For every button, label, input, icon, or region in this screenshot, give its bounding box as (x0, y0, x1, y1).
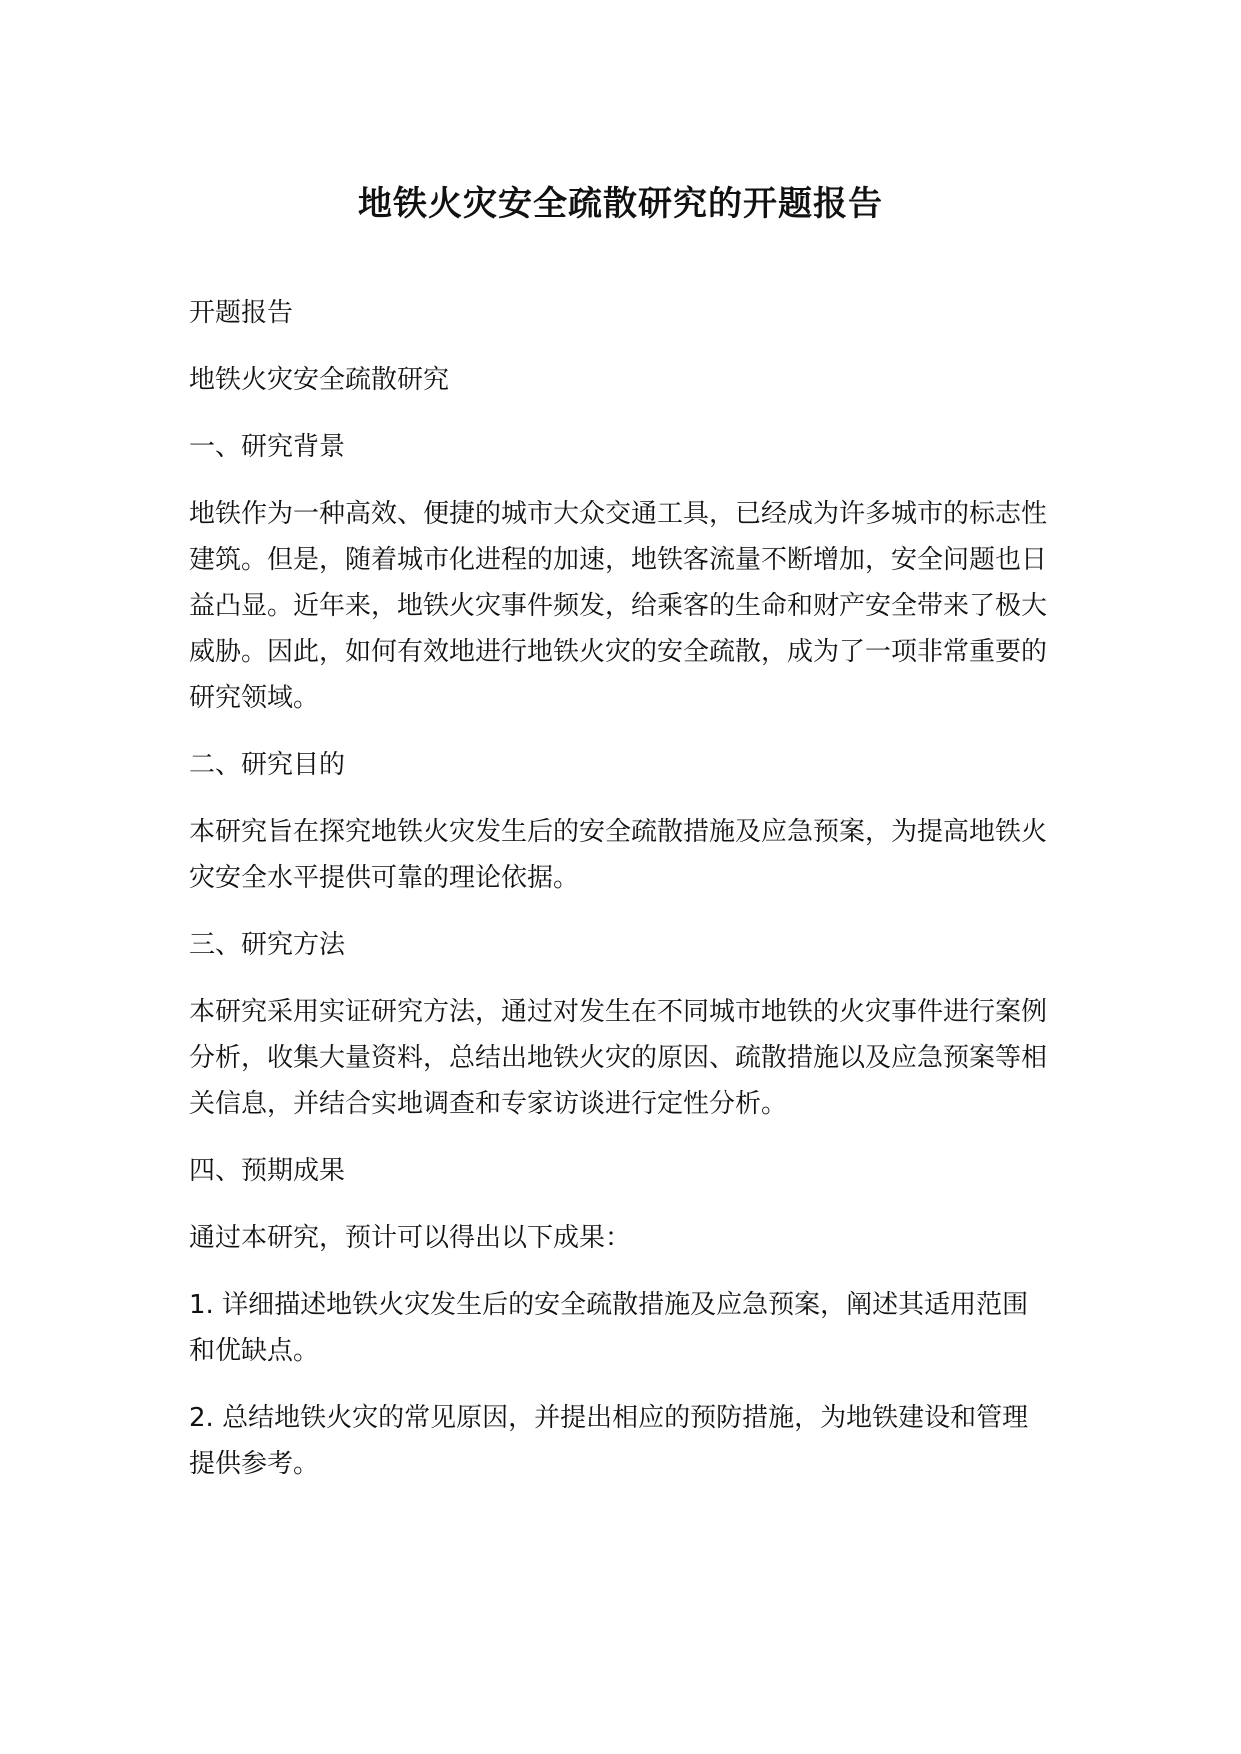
outcomes-intro: 通过本研究，预计可以得出以下成果： (189, 1223, 632, 1253)
document-title: 地铁火灾安全疏散研究的开题报告 (358, 184, 883, 224)
research-topic: 地铁火灾安全疏散研究 (189, 365, 450, 395)
background-paragraph: 地铁作为一种高效、便捷的城市大众交通工具，已经成为许多城市的标志性建筑。但是，随着城市化进程的加速，地铁客流量不断增加，安全问题也日益凸显。近年来，地铁火灾事件频发，给乘客的生命和财产安全带来了极大威胁。因此，如何有效地进行地铁火灾的安全疏散，成为了一项非常重要的研究领域。 (189, 499, 1048, 713)
purpose-paragraph: 本研究旨在探究地铁火灾发生后的安全疏散措施及应急预案，为提高地铁火灾安全水平提供可靠的理论依据。 (189, 817, 1048, 893)
method-paragraph: 本研究采用实证研究方法，通过对发生在不同城市地铁的火灾事件进行案例分析，收集大量资料，总结出地铁火灾的原因、疏散措施以及应急预案等相关信息，并结合实地调查和专家访谈进行定性分析。 (189, 997, 1048, 1119)
section-heading-outcomes: 四、预期成果 (189, 1156, 346, 1186)
document-body (189, 290, 1049, 1508)
report-label: 开题报告 (189, 298, 294, 328)
section-heading-background: 一、研究背景 (189, 432, 346, 462)
outcome-item-2: 2. 总结地铁火灾的常见原因，并提出相应的预防措施，为地铁建设和管理提供参考。 (189, 1403, 1029, 1479)
section-heading-method: 三、研究方法 (189, 930, 346, 960)
section-heading-purpose: 二、研究目的 (189, 750, 346, 780)
outcome-item-1: 1. 详细描述地铁火灾发生后的安全疏散措施及应急预案，阐述其适用范围和优缺点。 (189, 1290, 1029, 1366)
